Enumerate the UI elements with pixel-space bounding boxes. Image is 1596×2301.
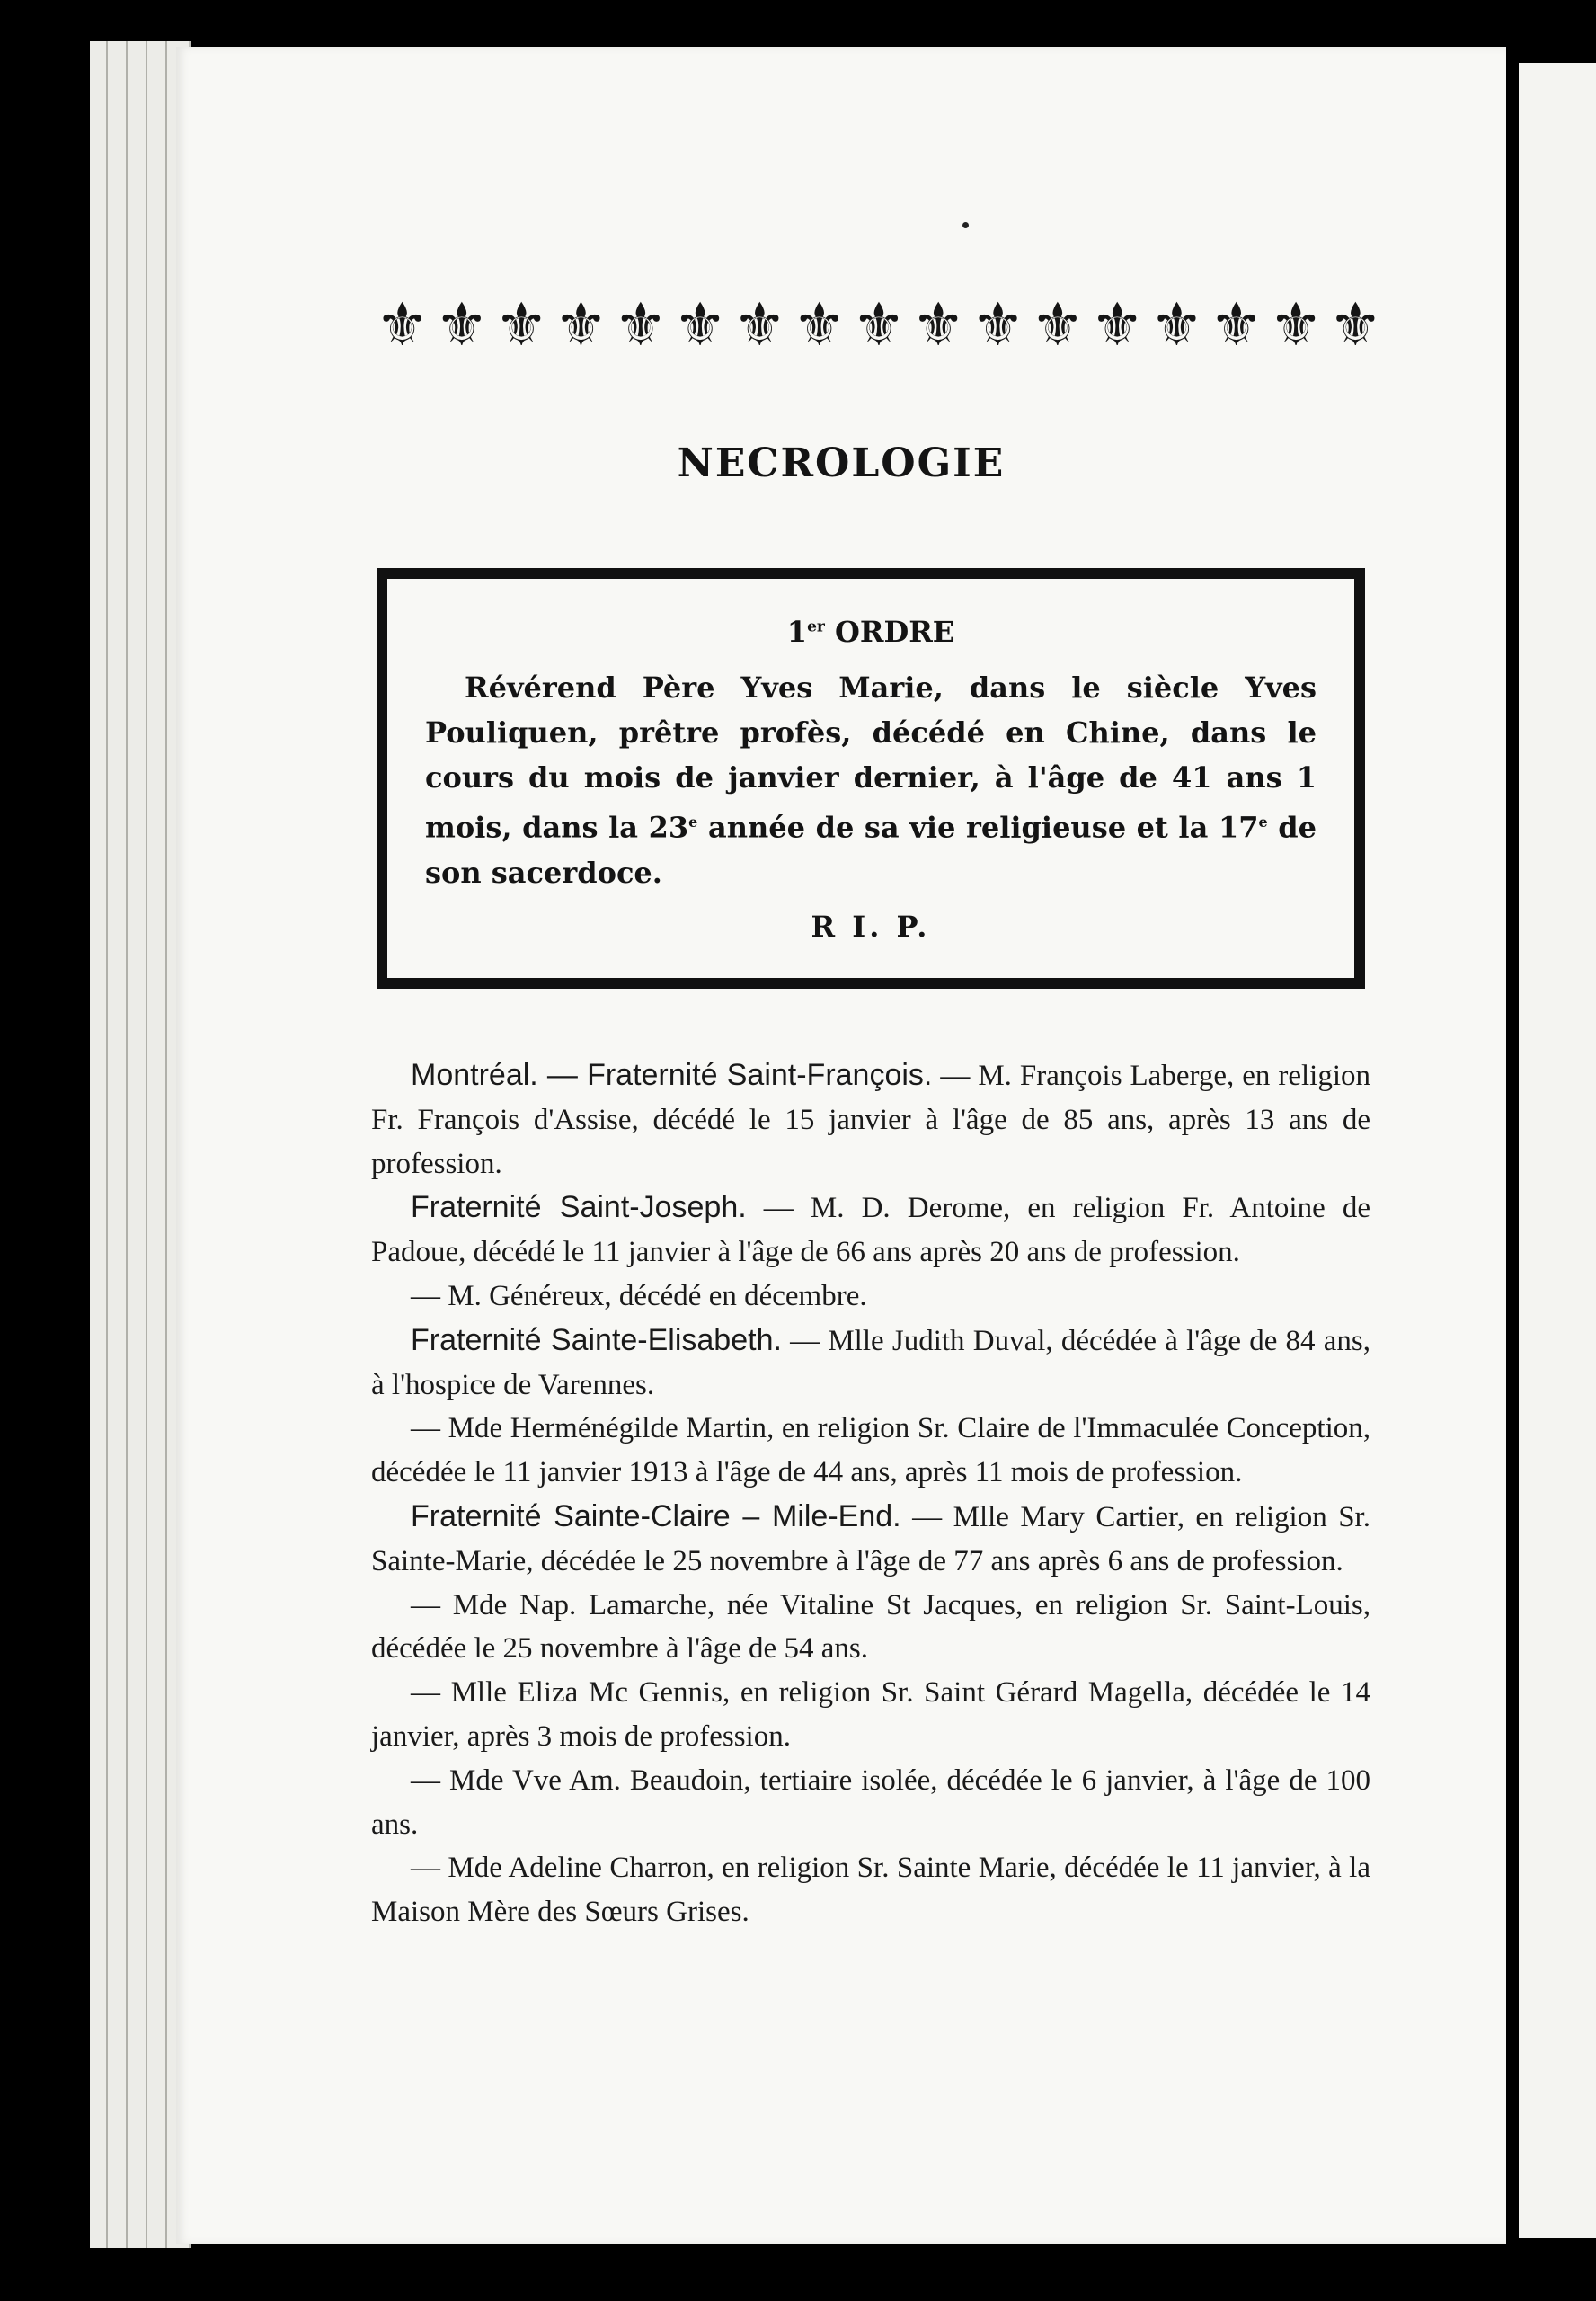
heading-number: 1 [786,615,808,649]
fleur-de-lis-icon: ⚜ [1149,290,1204,360]
obituary-entry [371,1495,1370,1584]
page-edge-line [106,41,108,2248]
fleur-de-lis-icon: ⚜ [911,290,965,360]
fleur-de-lis-icon: ⚜ [1269,290,1323,360]
obituary-notice-box [377,568,1365,989]
fraternity-heading: Montréal. — Fraternité Saint-François. [411,1058,933,1092]
fraternity-heading: Fraternité Sainte-Elisabeth. [411,1322,782,1357]
entry-text: — Mde Nap. Lamarche, née Vitaline St Jacques, en religion Sr. Saint-Louis, décédée le 25 novembre à l'âge de 54 ans. [371,1588,1370,1666]
notice-heading [425,615,1317,649]
entry-text: — M. Généreux, décédé en décembre. [411,1279,867,1312]
fleur-de-lis-icon: ⚜ [614,290,668,360]
print-speck [962,222,969,228]
fleur-de-lis-icon: ⚜ [1031,290,1085,360]
page-title: NECROLOGIE [677,440,1006,486]
fleur-de-lis-ornament-row [376,271,1382,379]
book-page [176,47,1506,2244]
heading-superscript: er [807,617,825,636]
fraternity-heading: Fraternité Saint-Joseph. [411,1190,747,1225]
fleur-de-lis-icon: ⚜ [376,290,430,360]
page-edge-line [165,41,167,2248]
page-edge-line [146,41,147,2248]
fleur-de-lis-icon: ⚜ [435,290,489,360]
fleur-de-lis-icon: ⚜ [732,290,786,360]
notice-text-part: de son sacerdoce. [425,810,1317,890]
fleur-de-lis-icon: ⚜ [554,290,608,360]
notice-text-part: Révérend Père Yves Marie, dans le siècle Yves Pouliquen, prêtre profès, décédé en Chine, dans le cours du mois de janvier dernier, à l'âge de 41 ans 1 mois, dans la 23 [425,671,1317,845]
obituary-entry [371,1053,1370,1186]
obituary-entries [371,1053,1370,1934]
fleur-de-lis-icon: ⚜ [1210,290,1264,360]
fleur-de-lis-icon: ⚜ [494,290,548,360]
obituary-entry [371,1407,1370,1495]
fleur-de-lis-icon: ⚜ [1328,290,1382,360]
notice-text [425,665,1317,895]
notice-text-part: année de sa vie religieuse et la 17 [697,810,1259,845]
obituary-entry [371,1275,1370,1319]
entry-text: — Mde Adeline Charron, en religion Sr. Sainte Marie, décédée le 11 janvier, à la Maison Mère des Sœurs Grises. [371,1852,1370,1929]
obituary-entry [371,1319,1370,1408]
obituary-entry [371,1584,1370,1672]
entry-text: — Mde Vve Am. Beaudoin, tertiaire isolée, décédée le 6 janvier, à l'âge de 100 ans. [371,1764,1370,1841]
heading-word: ORDRE [834,615,955,649]
obituary-entry [371,1671,1370,1759]
obituary-entry [371,1846,1370,1934]
fleur-de-lis-icon: ⚜ [852,290,906,360]
obituary-entry [371,1759,1370,1847]
entry-text: — Mlle Judith Duval, décédée à l'âge de 84 ans, à l'hospice de Varennes. [371,1324,1370,1401]
fleur-de-lis-icon: ⚜ [673,290,727,360]
entry-text: — Mde Herménégilde Martin, en religion Sr. Claire de l'Immaculée Conception, décédée le 11 janvier 1913 à l'âge de 44 ans, après 11 mois de profession. [371,1412,1370,1489]
page-edge-line [126,41,128,2248]
entry-text: — Mlle Eliza Mc Gennis, en religion Sr. Saint Gérard Magella, décédée le 14 janvier, après 3 mois de profession. [371,1676,1370,1753]
fleur-de-lis-icon: ⚜ [793,290,847,360]
entry-text: — Mlle Mary Cartier, en religion Sr. Sainte-Marie, décédée le 25 novembre à l'âge de 77 ans après 6 ans de profession. [371,1500,1370,1577]
fleur-de-lis-icon: ⚜ [1090,290,1144,360]
facing-page-edge [1519,63,1596,2238]
entry-text: — M. François Laberge, en religion Fr. François d'Assise, décédé le 15 janvier à l'âge de 85 ans, après 13 ans de profession. [371,1060,1370,1180]
obituary-entry [371,1186,1370,1275]
notice-superscript: e [1258,813,1268,831]
fleur-de-lis-icon: ⚜ [971,290,1025,360]
fraternity-heading: Fraternité Sainte-Claire – Mile-End. [411,1498,901,1533]
notice-superscript: e [688,813,698,831]
entry-text: — M. D. Derome, en religion Fr. Antoine de Padoue, décédé le 11 janvier à l'âge de 66 ans après 20 ans de profession. [371,1192,1370,1269]
rip-closing: R I. P. [811,909,931,944]
